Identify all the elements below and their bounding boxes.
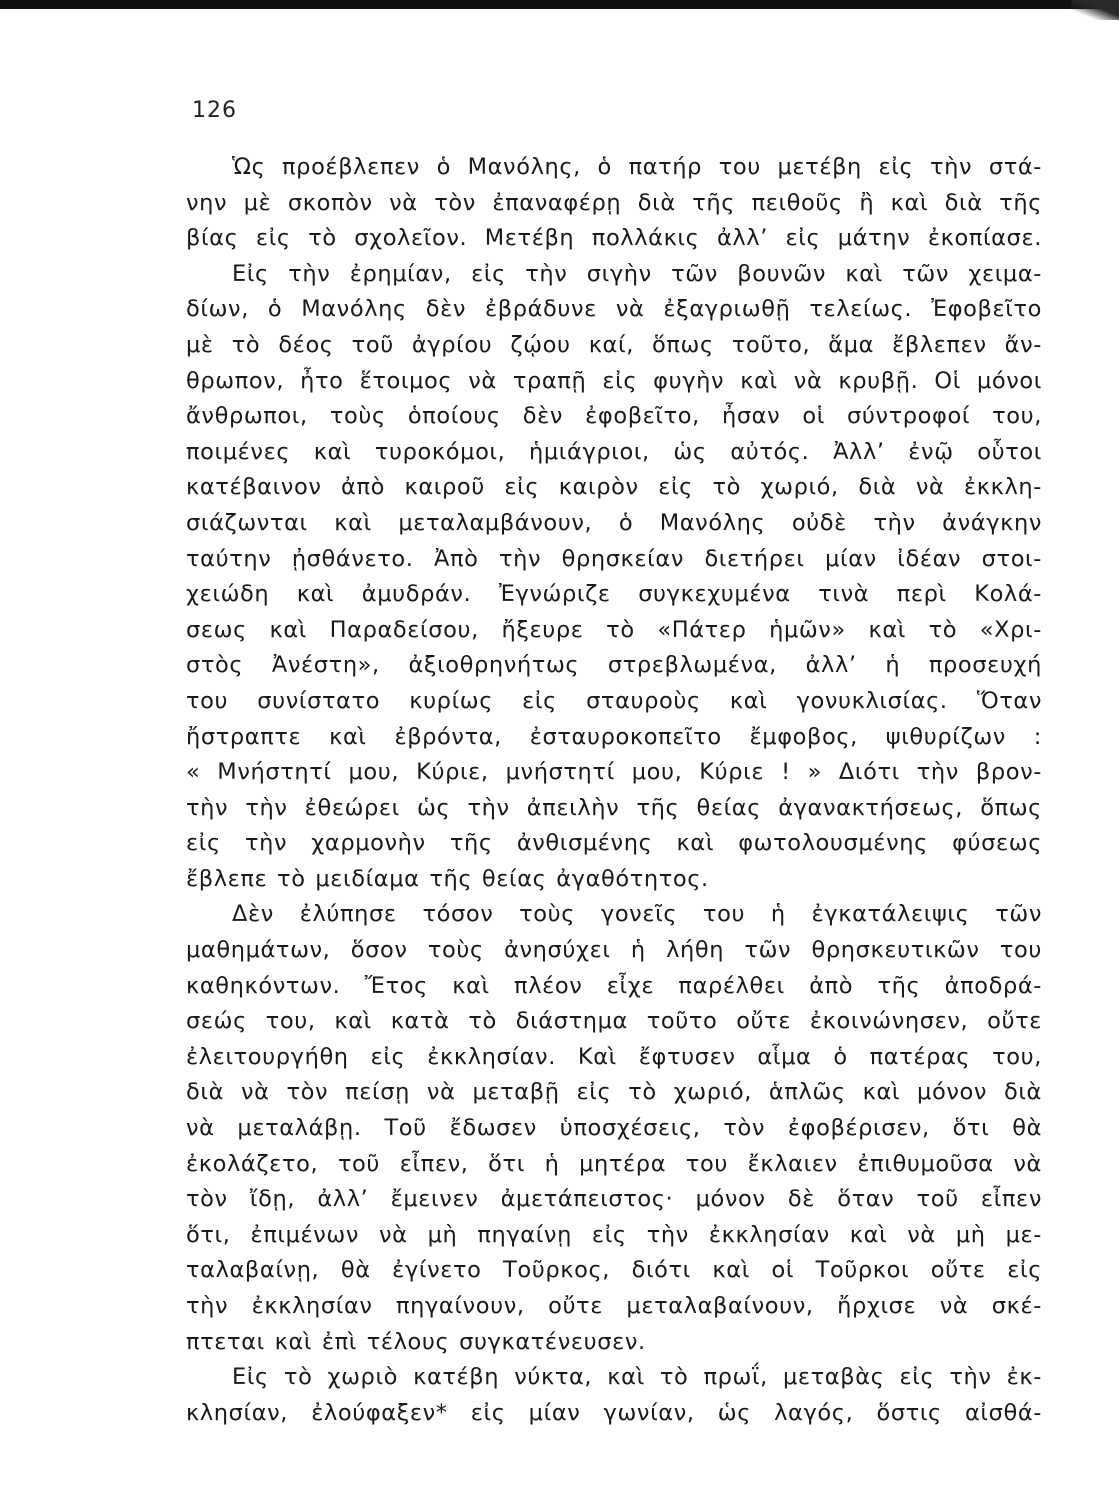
text-line: εἰς τὴν χαρμονὴν τῆς ἀνθισμένης καὶ φωτολουσμένης φύσεως — [186, 830, 1042, 857]
text-line: ἔβλεπε τὸ μειδίαμα τῆς θείας ἀγαθότητος. — [186, 865, 709, 892]
text-line: χειώδη καὶ ἀμυδράν. Ἐγνώριζε συγκεχυμένα τινὰ περὶ Κολά- — [186, 581, 1042, 608]
text-line: νην μὲ σκοπὸν νὰ τὸν ἐπαναφέρῃ διὰ τῆς πειθοῦς ἢ καὶ διὰ τῆς — [186, 189, 1042, 216]
text-line: ὅτι, ἐπιμένων νὰ μὴ πηγαίνῃ εἰς τὴν ἐκκλησίαν καὶ νὰ μὴ με- — [186, 1221, 1042, 1248]
text-line: ἄνθρωποι, τοὺς ὁποίους δὲν ἐφοβεῖτο, ἦσαν οἱ σύντροφοί του, — [186, 403, 1042, 430]
text-line: Ὡς προέβλεπεν ὁ Μανόλης, ὁ πατήρ του μετέβη εἰς τὴν στά- — [232, 154, 1042, 180]
text-line: ἤστραπτε καὶ ἐβρόντα, ἐσταυροκοπεῖτο ἔμφοβος, ψιθυρίζων : — [186, 723, 1042, 750]
text-line: πτεται καὶ ἐπὶ τέλους συγκατένευσεν. — [186, 1328, 646, 1355]
text-line: στὸς Ἀνέστη», ἀξιοθρηνήτως στρεβλωμένα, ἀλλ’ ἡ προσευχή — [186, 652, 1042, 679]
body-text — [186, 150, 1042, 1431]
text-line: « Μνήστητί μου, Κύριε, μνήστητί μου, Κύριε ! » Διότι τὴν βρον- — [186, 759, 1042, 786]
text-line: του συνίστατο κυρίως εἰς σταυροὺς καὶ γονυκλισίας. Ὅταν — [186, 687, 1042, 714]
scan-top-border — [0, 0, 1119, 9]
text-line: Εἰς τὴν ἐρημίαν, εἰς τὴν σιγὴν τῶν βουνῶν καὶ τῶν χειμα- — [232, 260, 1042, 287]
text-line: σιάζωνται καὶ μεταλαμβάνουν, ὁ Μανόλης οὐδὲ τὴν ἀνάγκην — [186, 509, 1042, 536]
text-line: καθηκόντων. Ἔτος καὶ πλέον εἶχε παρέλθει ἀπὸ τῆς ἀποδρά- — [186, 972, 1042, 999]
text-line: ποιμένες καὶ τυροκόμοι, ἡμιάγριοι, ὡς αὐτός. Ἀλλ’ ἐνῷ οὗτοι — [186, 438, 1042, 465]
text-line: δίων, ὁ Μανόλης δὲν ἐβράδυνε νὰ ἐξαγριωθῇ τελείως. Ἐφοβεῖτο — [186, 296, 1042, 323]
text-line: μαθημάτων, ὅσον τοὺς ἀνησύχει ἡ λήθη τῶν θρησκευτικῶν του — [186, 937, 1042, 964]
text-line: τὴν ἐκκλησίαν πηγαίνουν, οὔτε μεταλαβαίνουν, ἤρχισε νὰ σκέ- — [186, 1293, 1042, 1319]
scan-corner-shadow — [1071, 0, 1119, 20]
text-line: ἐκολάζετο, τοῦ εἶπεν, ὅτι ἡ μητέρα του ἔκλαιεν ἐπιθυμοῦσα νὰ — [186, 1150, 1042, 1177]
text-line: σεως καὶ Παραδείσου, ἤξευρε τὸ «Πάτερ ἡμῶν» καὶ τὸ «Χρι- — [186, 616, 1042, 643]
text-line: ταύτην ᾐσθάνετο. Ἀπὸ τὴν θρησκείαν διετήρει μίαν ἰδέαν στοι- — [186, 545, 1042, 572]
text-line: βίας εἰς τὸ σχολεῖον. Μετέβη πολλάκις ἀλλ’ εἰς μάτην ἐκοπίασε. — [186, 225, 1042, 252]
page-number: 126 — [192, 98, 237, 123]
text-line: Δὲν ἐλύπησε τόσον τοὺς γονεῖς του ἡ ἐγκατάλειψις τῶν — [232, 901, 1042, 928]
text-line: ταλαβαίνῃ, θὰ ἐγίνετο Τοῦρκος, διότι καὶ οἱ Τοῦρκοι οὔτε εἰς — [186, 1257, 1042, 1284]
text-line: κατέβαινον ἀπὸ καιροῦ εἰς καιρὸν εἰς τὸ χωριό, διὰ νὰ ἐκκλη- — [186, 474, 1042, 501]
text-line: θρωπον, ἦτο ἕτοιμος νὰ τραπῇ εἰς φυγὴν καὶ νὰ κρυβῇ. Οἱ μόνοι — [186, 367, 1042, 394]
text-line: τὸν ἴδῃ, ἀλλ’ ἔμεινεν ἀμετάπειστος· μόνον δὲ ὅταν τοῦ εἶπεν — [186, 1186, 1042, 1213]
text-line: διὰ νὰ τὸν πείσῃ νὰ μεταβῇ εἰς τὸ χωριό, ἁπλῶς καὶ μόνον διὰ — [186, 1079, 1042, 1106]
text-line: Εἰς τὸ χωριὸ κατέβη νύκτα, καὶ τὸ πρωΐ, μεταβὰς εἰς τὴν ἐκ- — [232, 1364, 1042, 1391]
text-line: νὰ μεταλάβῃ. Τοῦ ἔδωσεν ὑποσχέσεις, τὸν ἐφοβέρισεν, ὅτι θὰ — [186, 1115, 1042, 1142]
text-line: μὲ τὸ δέος τοῦ ἀγρίου ζῴου καί, ὅπως τοῦτο, ἅμα ἔβλεπεν ἄν- — [186, 331, 1042, 358]
text-line: τὴν τὴν ἐθεώρει ὡς τὴν ἀπειλὴν τῆς θείας ἀγανακτήσεως, ὅπως — [186, 794, 1042, 821]
text-line: κλησίαν, ἐλούφαξεν* εἰς μίαν γωνίαν, ὡς λαγός, ὅστις αἰσθά- — [186, 1399, 1042, 1426]
text-line: ἐλειτουργήθη εἰς ἐκκλησίαν. Καὶ ἔφτυσεν αἷμα ὁ πατέρας του, — [186, 1043, 1042, 1070]
text-line: σεώς του, καὶ κατὰ τὸ διάστημα τοῦτο οὔτε ἐκοινώνησεν, οὔτε — [186, 1008, 1042, 1035]
